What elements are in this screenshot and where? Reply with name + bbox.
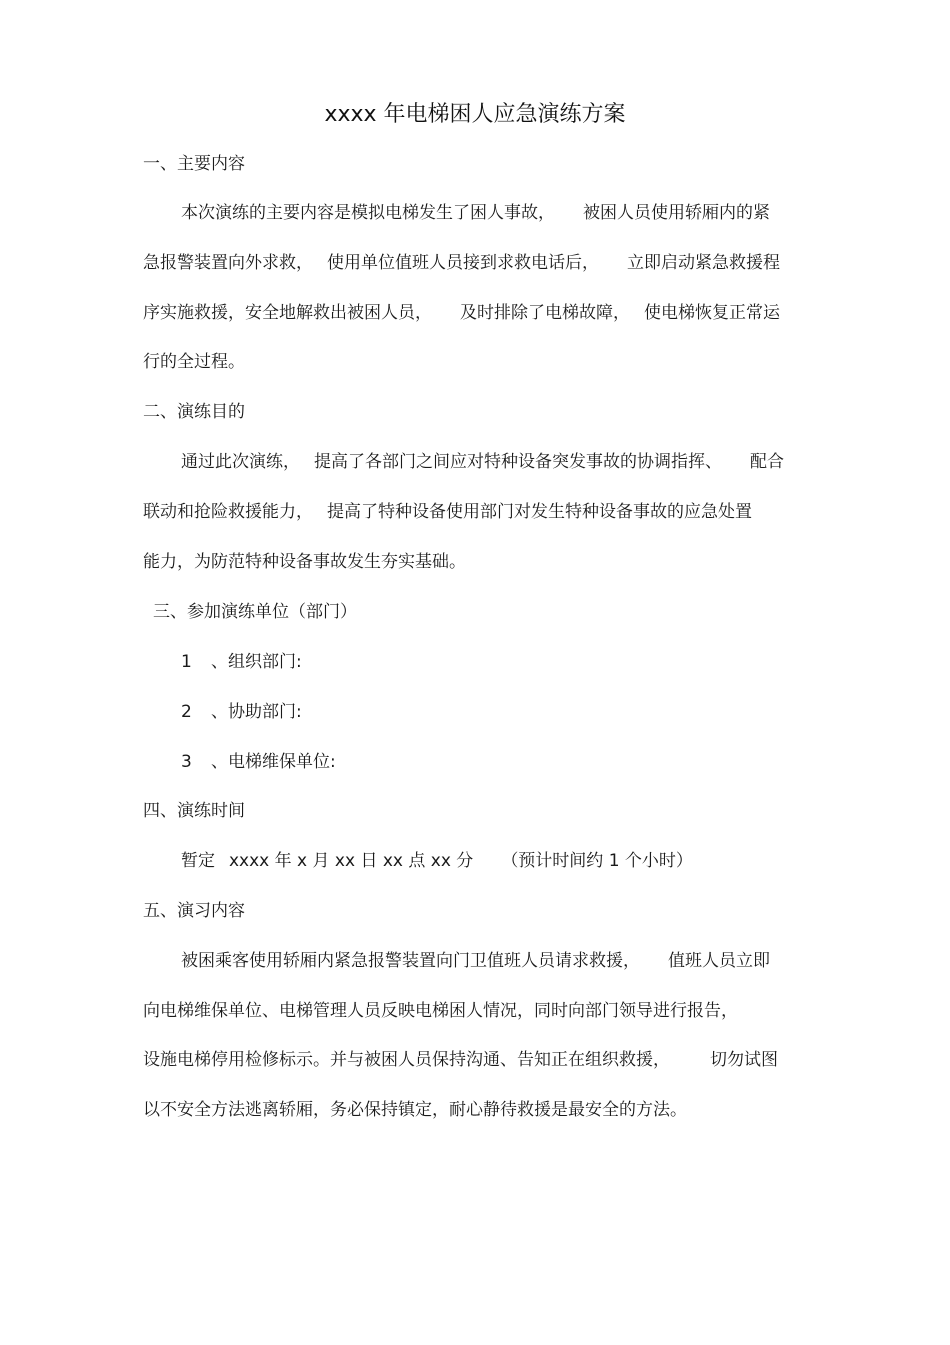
- list-item-label: 、电梯维保单位:: [211, 752, 336, 772]
- list-item-label: 、协助部门:: [211, 702, 302, 722]
- text-segment: 及时排除了电梯故障，: [460, 303, 630, 323]
- section-heading-main-content: 一、主要内容: [143, 154, 245, 174]
- paragraph-line: 向电梯维保单位、电梯管理人员反映电梯困人情况，同时向部门领导进行报告，: [143, 1001, 738, 1021]
- paragraph-line: 能力，为防范特种设备事故发生夯实基础。: [143, 552, 466, 572]
- list-item-number: 3: [181, 752, 192, 772]
- section-heading-participants: 三、参加演练单位（部门）: [153, 602, 357, 622]
- text-segment: 急报警装置向外求救，: [143, 253, 313, 273]
- paragraph-line: 行的全过程。: [143, 352, 245, 372]
- paragraph-line: [181, 450, 784, 474]
- text-segment: 序实施救援，安全地解救出被困人员，: [143, 303, 432, 323]
- paragraph-line: [181, 201, 770, 225]
- text-segment: 本次演练的主要内容是模拟电梯发生了困人事故，: [181, 203, 555, 223]
- section-heading-drill-content: 五、演习内容: [143, 901, 245, 921]
- section-heading-purpose: 二、演练目的: [143, 402, 245, 422]
- section-heading-time: 四、演练时间: [143, 801, 245, 821]
- text-segment: 被困乘客使用轿厢内紧急报警装置向门卫值班人员请求救援，: [181, 951, 640, 971]
- text-segment: 提高了特种设备使用部门对发生特种设备事故的应急处置: [327, 502, 752, 522]
- paragraph-line: [143, 301, 780, 325]
- document-title: xxxx 年电梯困人应急演练方案: [324, 102, 626, 127]
- text-segment: 通过此次演练，: [181, 452, 300, 472]
- text-segment: 使电梯恢复正常运: [644, 303, 780, 323]
- text-segment: 值班人员立即: [668, 951, 770, 971]
- paragraph-line: [143, 1048, 778, 1072]
- paragraph-line: [143, 251, 780, 275]
- list-item-label: 、组织部门:: [211, 652, 302, 672]
- text-segment: 联动和抢险救援能力，: [143, 502, 313, 522]
- text-segment: 提高了各部门之间应对特种设备突发事故的协调指挥、: [314, 452, 722, 472]
- paragraph-line: [181, 949, 770, 973]
- list-item: [181, 750, 336, 774]
- list-item: [181, 650, 302, 674]
- text-segment: 暂定: [181, 851, 215, 871]
- text-segment: 被困人员使用轿厢内的紧: [583, 203, 770, 223]
- list-item: [181, 700, 302, 724]
- text-segment: （预计时间约 1 个小时）: [501, 851, 693, 871]
- text-segment: 立即启动紧急救援程: [627, 253, 780, 273]
- text-segment: 切勿试图: [710, 1050, 778, 1070]
- text-segment: 配合: [750, 452, 784, 472]
- text-segment: 设施电梯停用检修标示。并与被困人员保持沟通、告知正在组织救援，: [143, 1050, 670, 1070]
- paragraph-line: [181, 849, 693, 873]
- text-segment: 使用单位值班人员接到求救电话后，: [327, 253, 599, 273]
- list-item-number: 2: [181, 702, 192, 722]
- paragraph-line: 以不安全方法逃离轿厢，务必保持镇定，耐心静待救援是最安全的方法。: [143, 1100, 687, 1120]
- list-item-number: 1: [181, 652, 192, 672]
- text-segment: xxxx 年 x 月 xx 日 xx 点 xx 分: [229, 851, 474, 871]
- paragraph-line: [143, 500, 752, 524]
